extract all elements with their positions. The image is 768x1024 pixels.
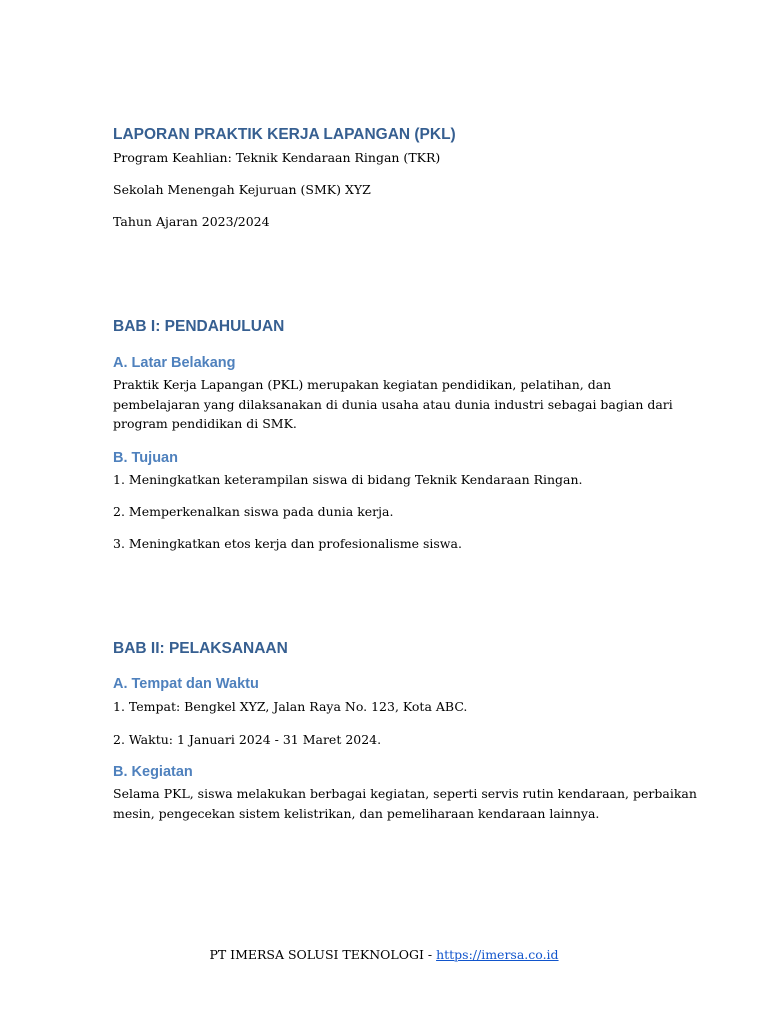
school-line: Sekolah Menengah Kejuruan (SMK) XYZ — [113, 182, 371, 197]
tujuan-item-2: 2. Memperkenalkan siswa pada dunia kerja. — [113, 504, 394, 519]
tempat-waktu-heading: A. Tempat dan Waktu — [113, 676, 259, 692]
tempat-item-2: 2. Waktu: 1 Januari 2024 - 31 Maret 2024. — [113, 732, 382, 747]
tempat-item-1: 1. Tempat: Bengkel XYZ, Jalan Raya No. 123, Kota ABC. — [113, 699, 468, 714]
year-line: Tahun Ajaran 2023/2024 — [113, 214, 270, 229]
footer — [0, 945, 768, 965]
latar-belakang-heading: A. Latar Belakang — [113, 355, 236, 371]
kegiatan-line-2: mesin, pengecekan sistem kelistrikan, dan pemeliharaan kendaraan lainnya. — [113, 806, 600, 821]
tujuan-item-3: 3. Meningkatkan etos kerja dan profesionalisme siswa. — [113, 536, 462, 551]
tujuan-item-1: 1. Meningkatkan keterampilan siswa di bidang Teknik Kendaraan Ringan. — [113, 472, 583, 487]
report-title: LAPORAN PRAKTIK KERJA LAPANGAN (PKL) — [113, 126, 456, 143]
latar-line-2: pembelajaran yang dilaksanakan di dunia usaha atau dunia industri sebagai bagian dari — [113, 397, 673, 412]
tujuan-heading: B. Tujuan — [113, 450, 178, 466]
latar-line-3: program pendidikan di SMK. — [113, 416, 297, 431]
program-line: Program Keahlian: Teknik Kendaraan Ringan (TKR) — [113, 150, 441, 165]
latar-line-1: Praktik Kerja Lapangan (PKL) merupakan kegiatan pendidikan, pelatihan, dan — [113, 377, 612, 392]
bab2-title: BAB II: PELAKSANAAN — [113, 640, 288, 657]
bab1-title: BAB I: PENDAHULUAN — [113, 318, 285, 335]
footer-company: PT IMERSA SOLUSI TEKNOLOGI - — [209, 947, 437, 962]
kegiatan-heading: B. Kegiatan — [113, 764, 193, 780]
footer-link[interactable]: https://imersa.co.id — [436, 947, 559, 962]
kegiatan-line-1: Selama PKL, siswa melakukan berbagai kegiatan, seperti servis rutin kendaraan, perbaikan — [113, 786, 697, 801]
